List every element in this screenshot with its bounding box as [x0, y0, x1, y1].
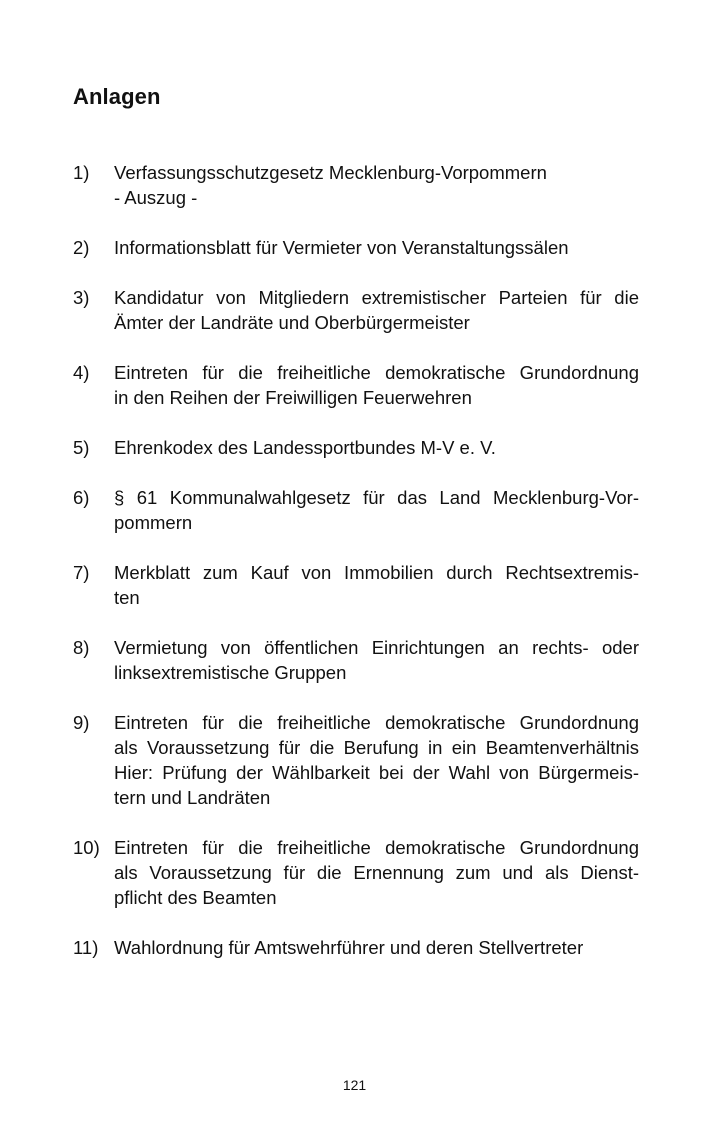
- appendix-list: [73, 160, 639, 985]
- item-line: pflicht des Beamten: [114, 887, 277, 908]
- item-text: [114, 485, 639, 535]
- item-number: 6): [73, 487, 90, 508]
- item-number: 1): [73, 162, 90, 183]
- item-line: linksextremistische Gruppen: [114, 662, 347, 683]
- item-text: [114, 160, 639, 210]
- item-number: 10): [73, 837, 100, 858]
- item-line: als Voraussetzung für die Berufung in ein Beamtenverhältnis: [114, 737, 639, 758]
- item-line: Ämter der Landräte und Oberbürgermeister: [114, 312, 470, 333]
- item-text: [114, 710, 639, 810]
- item-text: [114, 285, 639, 335]
- item-line: Eintreten für die freiheitliche demokratische Grundordnung: [114, 362, 639, 383]
- item-number: 4): [73, 362, 90, 383]
- item-line: - Auszug -: [114, 187, 198, 208]
- list-item: [73, 235, 639, 260]
- item-line: Eintreten für die freiheitliche demokratische Grundordnung: [114, 837, 639, 858]
- page-heading: Anlagen: [73, 84, 161, 109]
- item-text: [114, 835, 639, 910]
- item-line: Merkblatt zum Kauf von Immobilien durch Rechtsextremis-: [114, 562, 639, 583]
- item-line: in den Reihen der Freiwilligen Feuerwehren: [114, 387, 472, 408]
- item-number: 7): [73, 562, 90, 583]
- item-line: pommern: [114, 512, 193, 533]
- list-item: [73, 835, 639, 910]
- item-line: Eintreten für die freiheitliche demokratische Grundordnung: [114, 712, 639, 733]
- item-number: 5): [73, 437, 90, 458]
- list-item: [73, 635, 639, 685]
- list-item: [73, 560, 639, 610]
- item-line: Verfassungsschutzgesetz Mecklenburg-Vorpommern: [114, 162, 547, 183]
- item-line: als Voraussetzung für die Ernennung zum und als Dienst-: [114, 862, 639, 883]
- item-line: § 61 Kommunalwahlgesetz für das Land Mecklenburg-Vor-: [114, 487, 639, 508]
- page-number: 121: [342, 1077, 367, 1093]
- item-line: Vermietung von öffentlichen Einrichtungen an rechts- oder: [114, 637, 639, 658]
- list-item: [73, 360, 639, 410]
- item-text: [114, 435, 639, 460]
- item-number: 11): [73, 937, 99, 958]
- list-item: [73, 935, 639, 960]
- list-item: [73, 435, 639, 460]
- item-text: [114, 360, 639, 410]
- item-line: ten: [114, 587, 140, 608]
- item-text: [114, 235, 639, 260]
- item-text: [114, 935, 639, 960]
- item-number: 9): [73, 712, 90, 733]
- item-line: tern und Landräten: [114, 787, 271, 808]
- list-item: [73, 285, 639, 335]
- item-line: Informationsblatt für Vermieter von Veranstaltungssälen: [114, 237, 569, 258]
- list-item: [73, 160, 639, 210]
- item-text: [114, 635, 639, 685]
- item-number: 2): [73, 237, 90, 258]
- item-line: Wahlordnung für Amtswehrführer und deren Stellvertreter: [114, 937, 584, 958]
- item-line: Hier: Prüfung der Wählbarkeit bei der Wahl von Bürgermeis-: [114, 762, 639, 783]
- item-line: Ehrenkodex des Landessportbundes M-V e. V.: [114, 437, 496, 458]
- item-number: 8): [73, 637, 90, 658]
- item-line: Kandidatur von Mitgliedern extremistischer Parteien für die: [114, 287, 639, 308]
- list-item: [73, 710, 639, 810]
- item-number: 3): [73, 287, 90, 308]
- list-item: [73, 485, 639, 535]
- item-text: [114, 560, 639, 610]
